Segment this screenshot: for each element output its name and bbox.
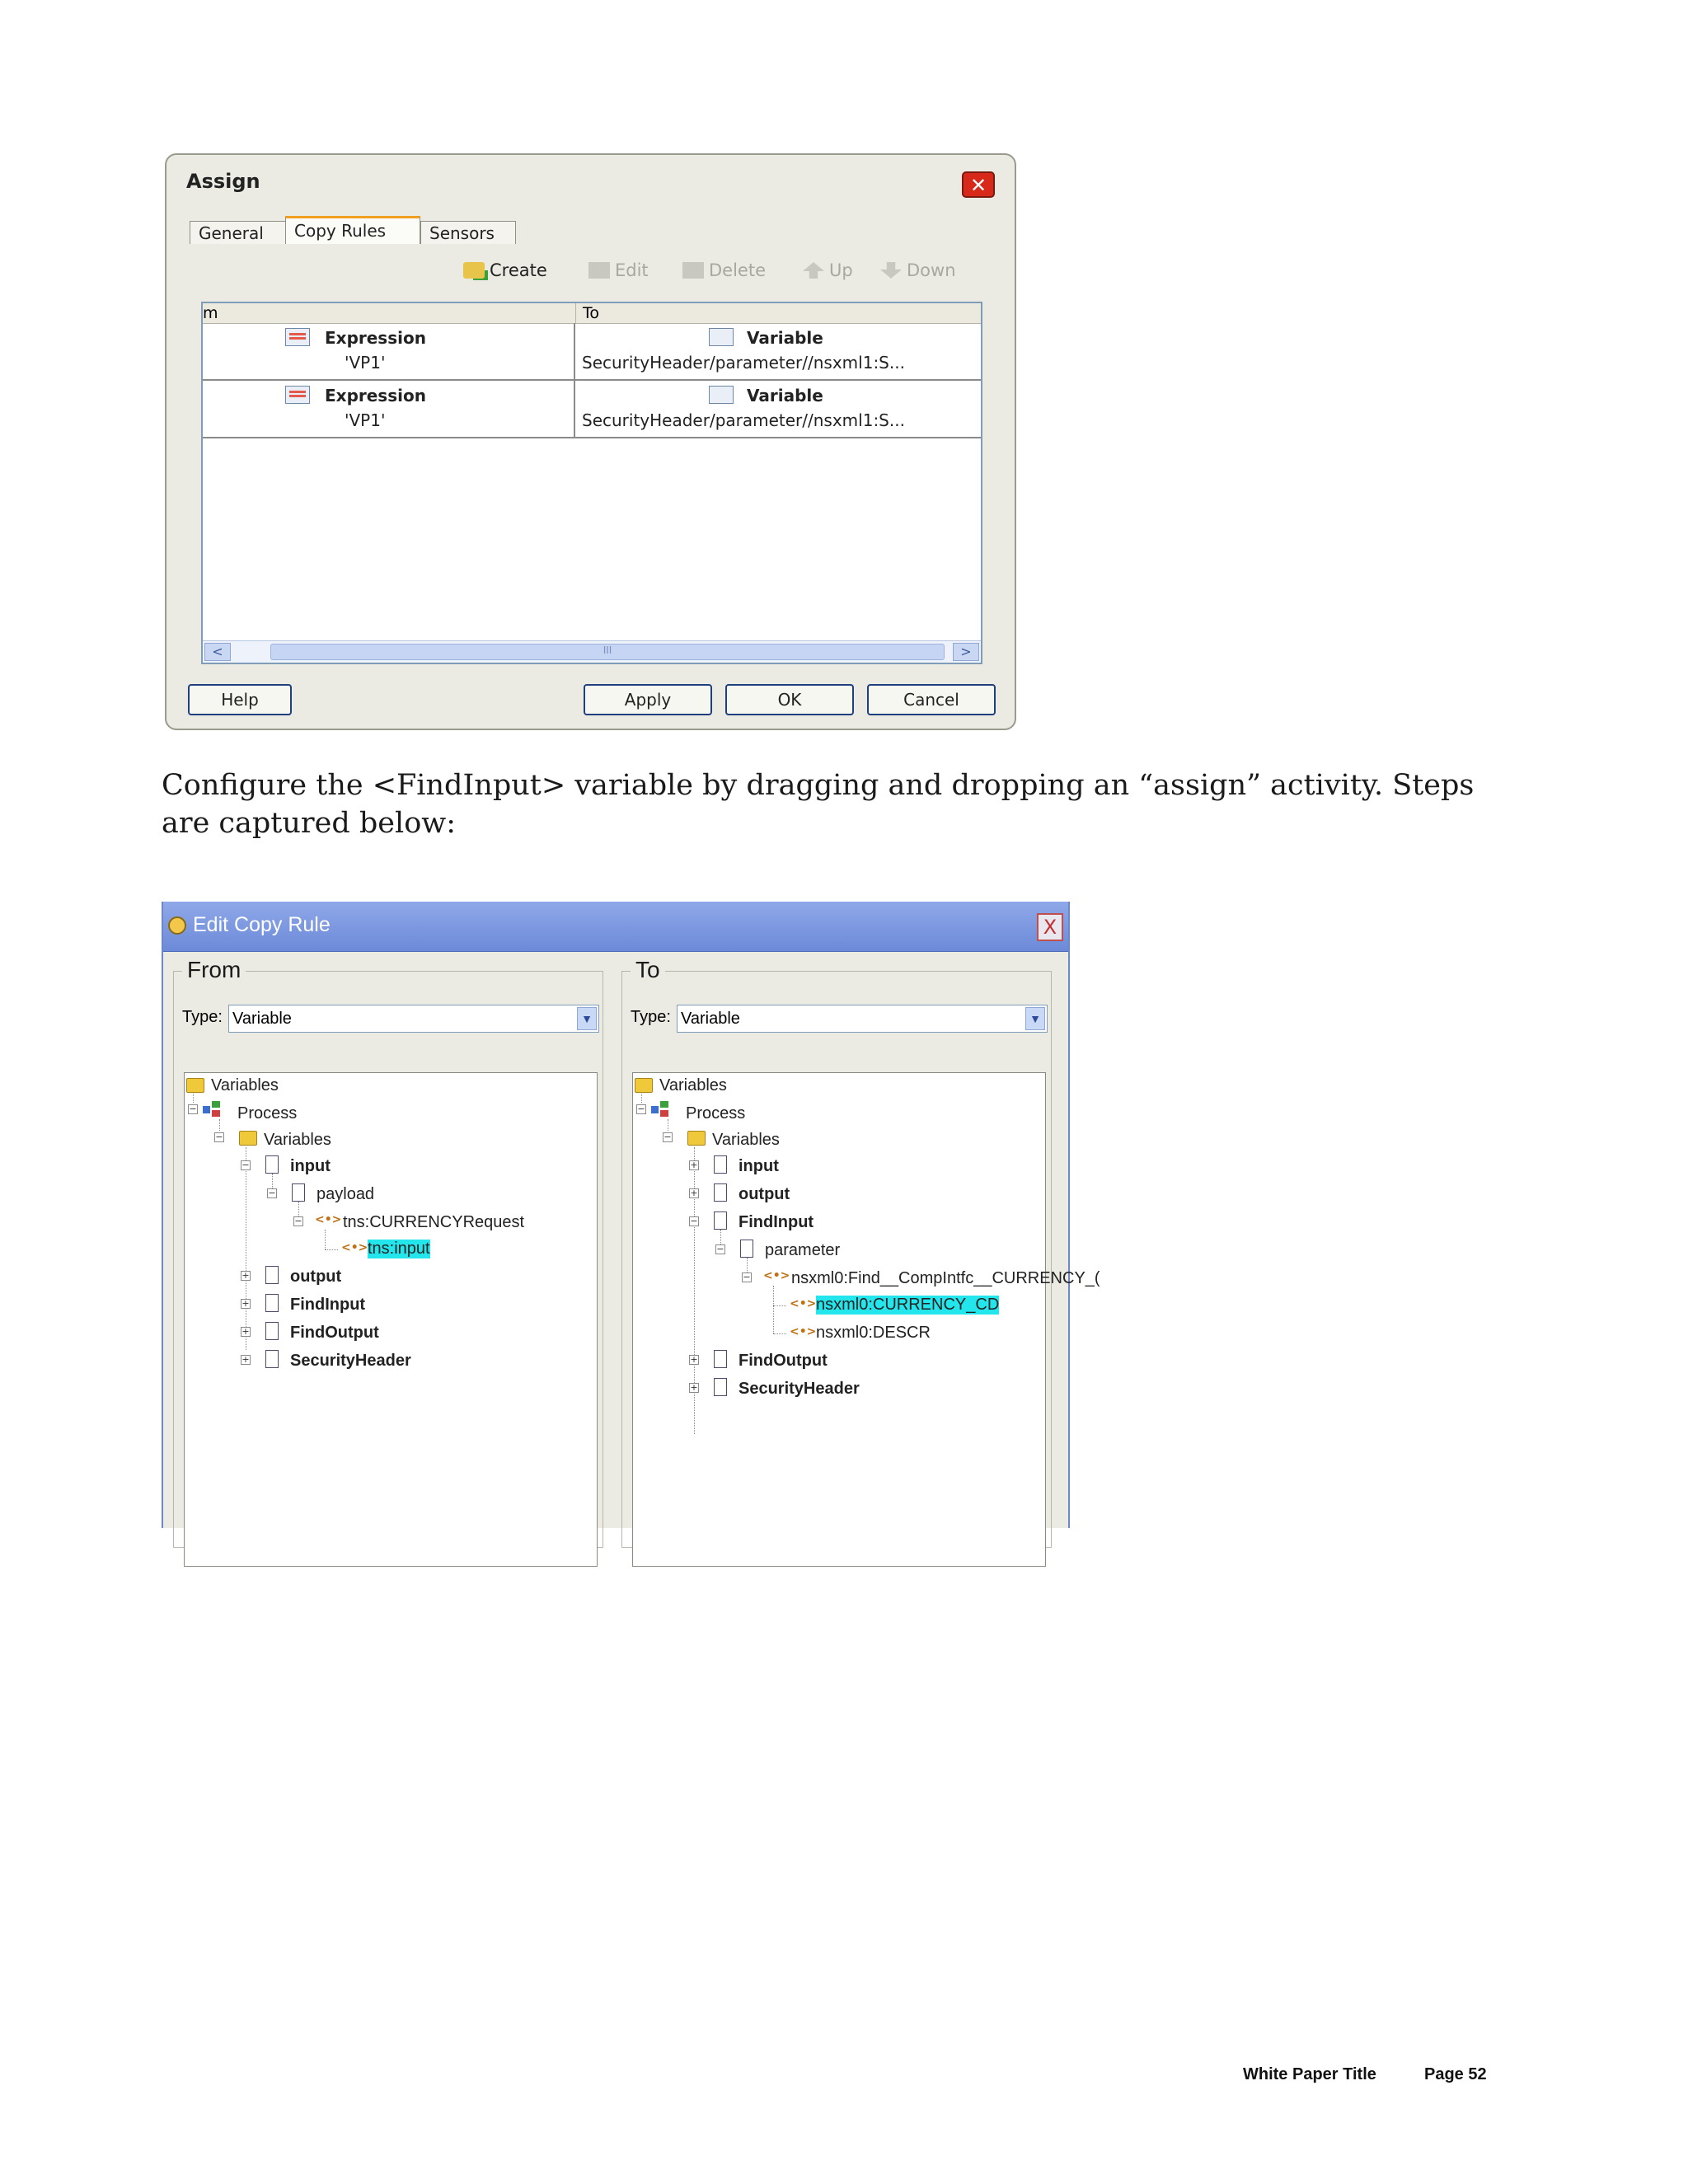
delete-icon xyxy=(682,262,704,279)
column-to[interactable]: To xyxy=(575,303,599,323)
document-icon xyxy=(265,1350,279,1368)
close-icon[interactable]: ✕ xyxy=(962,171,995,198)
document-icon xyxy=(714,1155,727,1174)
tree-item[interactable]: Variables xyxy=(264,1131,331,1149)
document-icon xyxy=(265,1155,279,1174)
tree-item[interactable]: SecurityHeader xyxy=(738,1380,860,1398)
to-kind: Variable xyxy=(747,328,823,348)
body-paragraph: Configure the <FindInput> variable by dragging and dropping an “assign” activity. Steps are captured below: xyxy=(162,769,1475,840)
cancel-button[interactable]: Cancel xyxy=(867,684,996,715)
up-button[interactable]: Up xyxy=(803,260,853,280)
delete-button[interactable]: Delete xyxy=(682,260,766,280)
expand-icon[interactable]: + xyxy=(690,1382,698,1393)
dialog-title: Edit Copy Rule xyxy=(193,913,331,936)
element-icon: <•> xyxy=(790,1325,817,1338)
tree-item[interactable]: tns:CURRENCYRequest xyxy=(343,1213,525,1231)
folder-icon xyxy=(186,1078,204,1093)
from-kind: Expression xyxy=(325,328,426,348)
collapse-icon[interactable]: − xyxy=(268,1188,276,1198)
chevron-down-icon[interactable]: ▼ xyxy=(577,1007,597,1030)
tree-item[interactable]: parameter xyxy=(765,1241,841,1259)
tree-item[interactable]: FindOutput xyxy=(738,1352,828,1370)
collapse-icon[interactable]: − xyxy=(215,1132,223,1142)
scroll-grip: III xyxy=(603,644,612,656)
process-icon xyxy=(651,1101,669,1118)
from-panel xyxy=(173,957,603,1548)
create-button[interactable]: Create xyxy=(463,260,547,280)
expression-icon xyxy=(285,386,310,404)
tree-item[interactable]: FindInput xyxy=(290,1296,366,1314)
tab-general[interactable]: General xyxy=(190,221,287,244)
expand-icon[interactable]: + xyxy=(241,1354,250,1365)
edit-button[interactable]: Edit xyxy=(588,260,649,280)
tree-item[interactable]: nsxml0:Find__CompIntfc__CURRENCY_( xyxy=(791,1269,1100,1287)
collapse-icon[interactable]: − xyxy=(690,1216,698,1226)
expand-icon[interactable]: + xyxy=(690,1354,698,1365)
to-legend: To xyxy=(631,957,665,983)
expand-icon[interactable]: + xyxy=(241,1326,250,1337)
edit-copy-rule-dialog xyxy=(162,902,1100,1528)
from-legend: From xyxy=(182,957,246,983)
type-select[interactable]: Variable ▼ xyxy=(228,1005,599,1033)
assign-dialog xyxy=(165,153,1016,730)
table-row[interactable] xyxy=(203,323,981,381)
element-icon: <•> xyxy=(763,1269,790,1282)
tree-item[interactable]: Process xyxy=(686,1104,746,1122)
to-value: SecurityHeader/parameter//nsxml1:S... xyxy=(582,410,905,430)
tree-item[interactable]: Variables xyxy=(659,1076,727,1094)
document-icon xyxy=(714,1183,727,1202)
from-value: 'VP1' xyxy=(345,410,386,430)
document-icon xyxy=(714,1378,727,1396)
tree-item[interactable]: SecurityHeader xyxy=(290,1352,411,1370)
tree-item[interactable]: Variables xyxy=(712,1131,780,1149)
element-icon: <•> xyxy=(790,1297,817,1310)
document-icon xyxy=(714,1212,727,1230)
from-value: 'VP1' xyxy=(345,353,386,373)
table-header xyxy=(203,303,981,324)
up-arrow-icon xyxy=(803,262,824,279)
to-kind: Variable xyxy=(747,386,823,405)
copy-rules-table xyxy=(201,302,982,664)
scroll-left-icon[interactable]: < xyxy=(204,643,231,661)
type-label: Type: xyxy=(631,1008,671,1026)
collapse-icon[interactable]: − xyxy=(716,1244,724,1254)
tree-item[interactable]: input xyxy=(738,1157,779,1175)
to-variable-tree xyxy=(632,1072,1100,1567)
chevron-down-icon[interactable]: ▼ xyxy=(1025,1007,1045,1030)
horizontal-scrollbar[interactable] xyxy=(203,640,981,663)
tree-item[interactable]: nsxml0:DESCR xyxy=(816,1324,931,1342)
document-icon xyxy=(265,1322,279,1340)
type-select[interactable]: Variable ▼ xyxy=(677,1005,1048,1033)
type-label: Type: xyxy=(182,1008,223,1026)
scroll-thumb[interactable] xyxy=(270,644,945,660)
down-arrow-icon xyxy=(880,262,902,279)
from-variable-tree xyxy=(184,1072,598,1567)
tree-item[interactable]: output xyxy=(738,1185,790,1203)
folder-icon xyxy=(635,1078,653,1093)
element-icon: <•> xyxy=(341,1241,368,1254)
folder-icon xyxy=(687,1131,706,1146)
folder-icon xyxy=(239,1131,257,1146)
tree-item[interactable]: input xyxy=(290,1157,331,1175)
footer-title: White Paper Title xyxy=(1243,2065,1376,2083)
part-icon xyxy=(740,1240,753,1258)
tab-copy-rules[interactable]: Copy Rules xyxy=(285,216,420,244)
to-value: SecurityHeader/parameter//nsxml1:S... xyxy=(582,353,905,373)
close-icon[interactable]: X xyxy=(1037,913,1063,941)
expand-icon[interactable]: + xyxy=(690,1188,698,1198)
variable-icon xyxy=(709,386,734,404)
table-row[interactable] xyxy=(203,381,981,438)
tree-item[interactable]: FindOutput xyxy=(290,1324,379,1342)
element-icon: <•> xyxy=(315,1213,342,1226)
part-icon xyxy=(292,1183,305,1202)
tree-item[interactable]: FindInput xyxy=(738,1213,814,1231)
ok-button[interactable]: OK xyxy=(725,684,854,715)
collapse-icon[interactable]: − xyxy=(637,1104,645,1114)
down-button[interactable]: Down xyxy=(880,260,956,280)
document-icon xyxy=(265,1294,279,1312)
to-panel xyxy=(621,957,1100,1548)
expand-icon[interactable]: + xyxy=(241,1298,250,1309)
tree-item[interactable]: output xyxy=(290,1268,342,1286)
tree-item[interactable]: Variables xyxy=(211,1076,279,1094)
scroll-right-icon[interactable]: > xyxy=(953,643,979,661)
help-button[interactable]: Help xyxy=(188,684,292,715)
apply-button[interactable]: Apply xyxy=(584,684,712,715)
document-icon xyxy=(265,1266,279,1284)
from-kind: Expression xyxy=(325,386,426,405)
tab-sensors[interactable]: Sensors xyxy=(420,221,516,244)
app-icon xyxy=(168,916,186,935)
edit-icon xyxy=(588,262,610,279)
page-number: Page 52 xyxy=(1424,2065,1487,2083)
variable-icon xyxy=(709,328,734,346)
dialog-title: Assign xyxy=(186,170,260,193)
collapse-icon[interactable]: − xyxy=(241,1160,250,1170)
tree-item[interactable]: Process xyxy=(237,1104,298,1122)
expand-icon[interactable]: + xyxy=(241,1270,250,1281)
title-bar xyxy=(163,902,1068,952)
collapse-icon[interactable]: − xyxy=(294,1216,302,1226)
selected-tree-item[interactable]: tns:input xyxy=(368,1240,430,1258)
column-from[interactable]: m xyxy=(203,304,218,322)
expression-icon xyxy=(285,328,310,346)
document-icon xyxy=(714,1350,727,1368)
expand-icon[interactable]: + xyxy=(690,1160,698,1170)
collapse-icon[interactable]: − xyxy=(189,1104,197,1114)
collapse-icon[interactable]: − xyxy=(743,1272,751,1282)
process-icon xyxy=(203,1101,221,1118)
selected-tree-item[interactable]: nsxml0:CURRENCY_CD xyxy=(816,1296,1000,1314)
create-icon xyxy=(463,262,485,279)
collapse-icon[interactable]: − xyxy=(663,1132,672,1142)
tree-item[interactable]: payload xyxy=(316,1185,375,1203)
